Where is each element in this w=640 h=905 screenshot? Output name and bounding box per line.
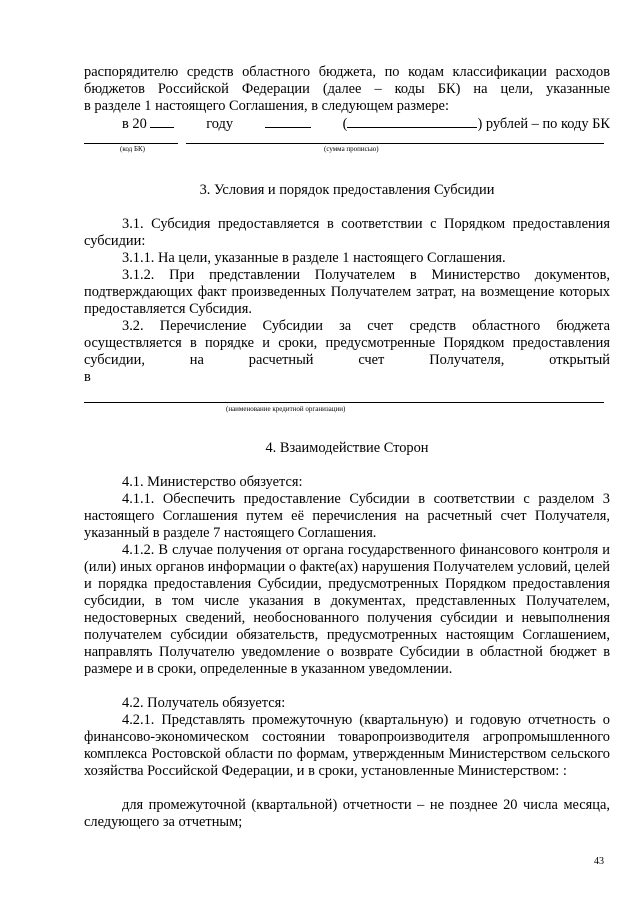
paragraph-3-2: 3.2. Перечисление Субсидии за счет средств областного бюджета осуществляется в порядке и сроки, предусмотренные Порядком предоставления субсидии, на расчетный счет Получателя, открытый [84, 318, 610, 368]
paragraph-4-2-1-a: для промежуточной (квартальной) отчетности – не позднее 20 числа месяца, следующего за отчетным; [84, 797, 610, 830]
amount-line [122, 115, 610, 133]
paragraph-3-1: 3.1. Субсидия предоставляется в соответствии с Порядком предоставления субсидии: [84, 216, 610, 249]
paragraph-3-1-1: 3.1.1. На цели, указанные в разделе 1 настоящего Соглашения. [122, 250, 506, 266]
open-paren: ( [342, 116, 348, 132]
sum-caption: (сумма прописью) [324, 145, 379, 153]
paragraph-3-2-continued: в [84, 369, 91, 385]
year-prefix: в 20 [122, 116, 147, 132]
page-number: 43 [594, 856, 604, 867]
paragraph-4-2-1: 4.2.1. Представлять промежуточную (квартальную) и годовую отчетность о финансово-экономическом состоянии товаропроизводителя агропромышленного комплекса Ростовской области по формам, утвержденным Министерством сельского хозяйства Российской Федерации, и в сроки, установленные Министерством: : [84, 712, 610, 779]
text-line: распорядителю средств областного бюджета, по кодам классификации расходов [84, 64, 610, 80]
code-line [84, 143, 178, 144]
paragraph-3-1-2: 3.1.2. При представлении Получателем в Министерство документов, подтверждающих факт произведенных Получателем затрат, на возмещение которых предоставляется Субсидия. [84, 267, 610, 317]
bank-caption: (наименование кредитной организации) [226, 405, 346, 413]
paragraph-4-1-1: 4.1.1. Обеспечить предоставление Субсидии в соответствии с разделом 3 настоящего Соглашения путем её перечисления на расчетный счет Получателя, указанный в разделе 7 настоящего Соглашения. [84, 491, 610, 541]
section-4-title: 4. Взаимодействие Сторон [265, 440, 429, 456]
text-line: бюджетов Российской Федерации (далее – коды БК) на цели, указанные [84, 81, 610, 97]
amount-blank [265, 115, 311, 128]
sum-line [186, 143, 604, 144]
code-caption: (код БК) [120, 145, 146, 153]
paragraph-4-1: 4.1. Министерство обязуется: [122, 474, 303, 490]
section-3-title: 3. Условия и порядок предоставления Субсидии [199, 182, 495, 198]
bank-line [84, 402, 604, 403]
currency-code-text: ) рублей – по коду БК [477, 116, 610, 132]
paragraph-4-2: 4.2. Получатель обязуется: [122, 695, 286, 711]
text-line: в разделе 1 настоящего Соглашения, в следующем размере: [84, 98, 449, 114]
amount-words-blank [347, 115, 477, 128]
paragraph-4-1-2: 4.1.2. В случае получения от органа государственного финансового контроля и (или) иных органов информации о факте(ах) нарушения Получателем условий, целей и порядка предоставления Субсидии, предусмотренных Порядком предоставления субсидии, в том числе указания в документах, представленных Получателем, недостоверных сведений, необоснованного получения субсидии и невыполнения получателем субсидии обязательств, предусмотренных настоящим Соглашением, направлять Получателю уведомление о возврате Субсидии в областной бюджет в размере и в сроки, определенные в указанном уведомлении. [84, 542, 610, 677]
year-word: году [206, 116, 234, 132]
year-blank [150, 115, 174, 128]
